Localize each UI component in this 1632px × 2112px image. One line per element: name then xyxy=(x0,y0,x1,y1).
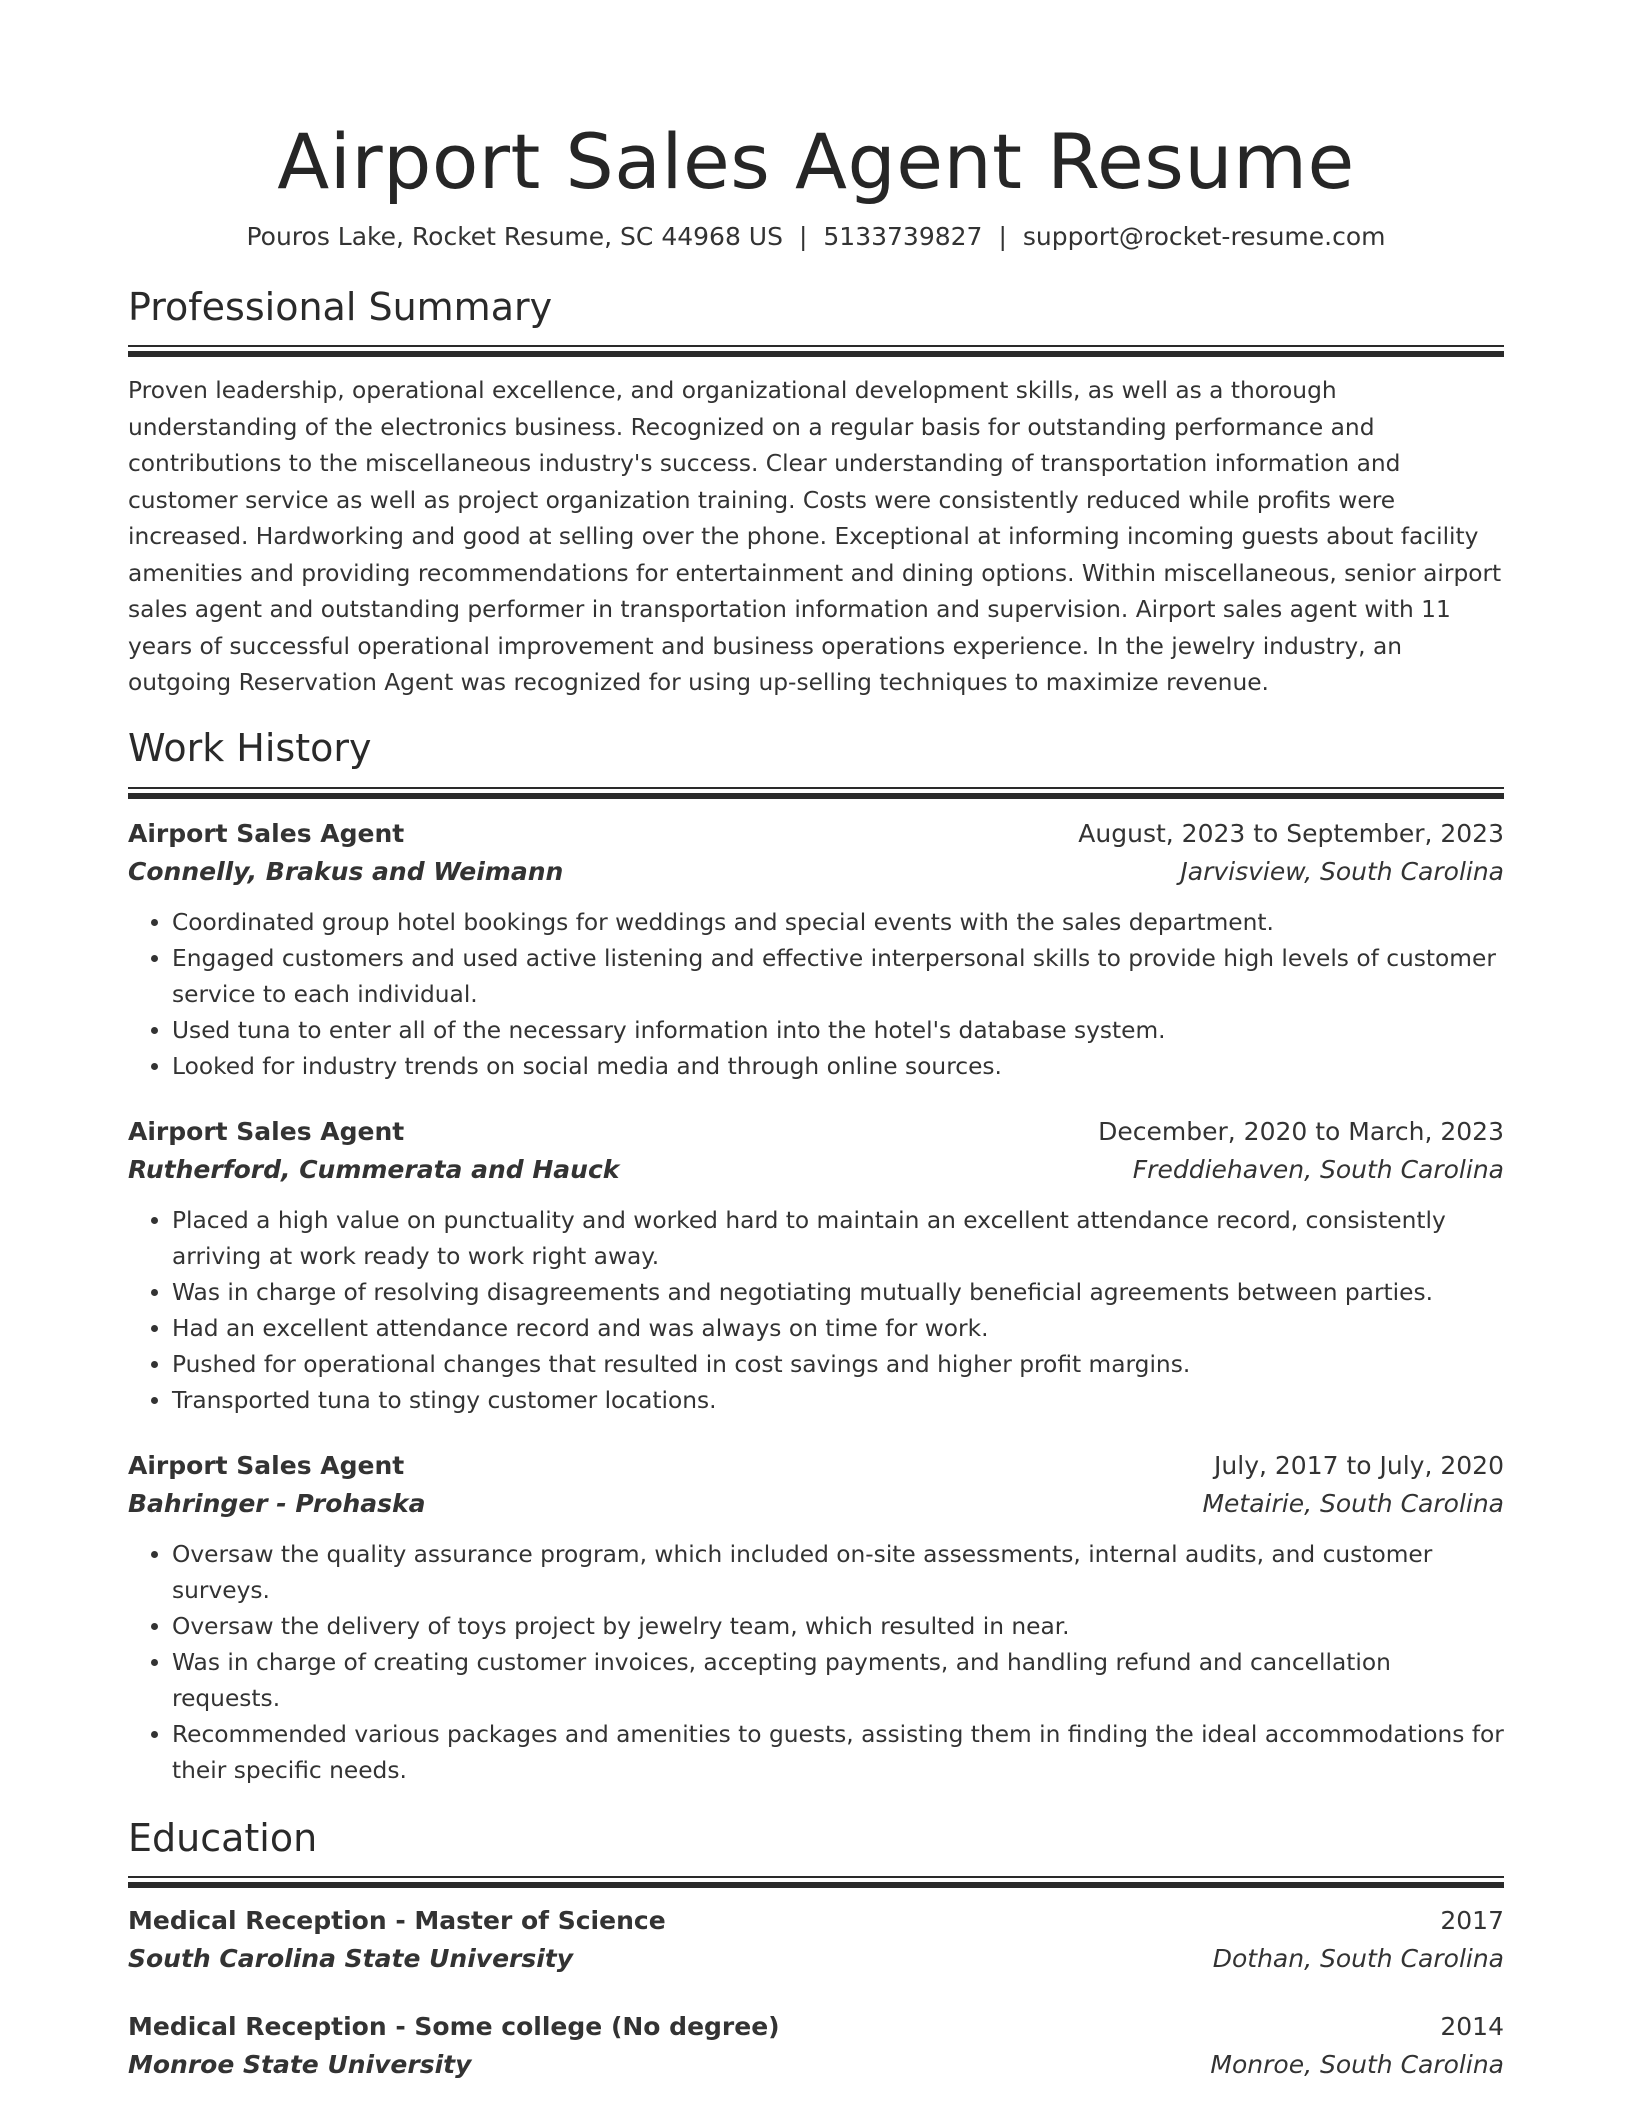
job-entry xyxy=(128,815,1504,1085)
job-bullet: • Was in charge of creating customer invoices, accepting payments, and handling refund and cancellation requests. xyxy=(172,1645,1504,1717)
job-bullets xyxy=(128,1203,1504,1419)
summary-text: Proven leadership, operational excellence, and organizational development skills, as well as a thorough understanding of the electronics business. Recognized on a regular basis for outstanding performance and contributions to the miscellaneous industry's success. Clear understanding of transportation information and customer service as well as project organization training. Costs were consistently reduced while profits were increased. Hardworking and good at selling over the phone. Exceptional at informing incoming guests about facility amenities and providing recommendations for entertainment and dining options. Within miscellaneous, senior airport sales agent and outstanding performer in transportation information and supervision. Airport sales agent with 11 years of successful operational improvement and business operations experience. In the jewelry industry, an outgoing Reservation Agent was recognized for using up-selling techniques to maximize revenue. xyxy=(128,377,1502,697)
education-year: 2017 xyxy=(1440,1906,1504,1936)
job-dates: August, 2023 to September, 2023 xyxy=(1078,818,1504,848)
education-location: Monroe, South Carolina xyxy=(1210,2050,1504,2080)
job-dates: July, 2017 to July, 2020 xyxy=(1214,1450,1504,1480)
contact-address: Pouros Lake, Rocket Resume, SC 44968 US xyxy=(246,222,783,252)
section-divider xyxy=(128,787,1504,799)
contact-email: support@rocket-resume.com xyxy=(1022,222,1386,252)
contact-separator: | xyxy=(798,222,808,252)
job-title: Airport Sales Agent xyxy=(128,1116,405,1146)
job-entry xyxy=(128,1113,1504,1419)
education-degree: Medical Reception - Master of Science xyxy=(128,1906,666,1936)
summary-heading: Professional Summary xyxy=(128,284,553,329)
contact-phone: 5133739827 xyxy=(823,222,983,252)
job-bullet: • Had an excellent attendance record and was always on time for work. xyxy=(172,1311,1504,1347)
education-degree: Medical Reception - Some college (No degree) xyxy=(128,2012,780,2042)
job-company: Rutherford, Cummerata and Hauck xyxy=(128,1154,620,1184)
education-year: 2014 xyxy=(1440,2012,1504,2042)
job-location: Freddiehaven, South Carolina xyxy=(1132,1154,1504,1184)
education-entry xyxy=(128,2008,1504,2084)
summary-section xyxy=(128,284,1504,702)
job-bullet: • Oversaw the quality assurance program, which included on-site assessments, internal audits, and customer surveys. xyxy=(172,1537,1504,1609)
education-school: Monroe State University xyxy=(128,2050,472,2080)
job-location: Metairie, South Carolina xyxy=(1202,1488,1504,1518)
job-bullet: • Was in charge of resolving disagreements and negotiating mutually beneficial agreements between parties. xyxy=(172,1275,1504,1311)
resume-title: Airport Sales Agent Resume xyxy=(277,117,1355,206)
education-location: Dothan, South Carolina xyxy=(1212,1944,1504,1974)
job-bullet: • Engaged customers and used active listening and effective interpersonal skills to provide high levels of customer service to each individual. xyxy=(172,941,1504,1013)
education-entry xyxy=(128,1902,1504,1978)
education-section xyxy=(128,1815,1504,2085)
work-history-heading: Work History xyxy=(128,726,372,771)
job-bullet: • Pushed for operational changes that resulted in cost savings and higher profit margins. xyxy=(172,1347,1504,1383)
job-bullet: • Coordinated group hotel bookings for weddings and special events with the sales department. xyxy=(172,905,1504,941)
job-location: Jarvisview, South Carolina xyxy=(1180,856,1504,886)
job-title: Airport Sales Agent xyxy=(128,1450,405,1480)
job-bullet: • Looked for industry trends on social media and through online sources. xyxy=(172,1049,1504,1085)
section-divider xyxy=(128,345,1504,357)
job-entry xyxy=(128,1447,1504,1789)
job-bullet: • Placed a high value on punctuality and worked hard to maintain an excellent attendance record, consistently arriving at work ready to work right away. xyxy=(172,1203,1504,1275)
contact-separator: | xyxy=(998,222,1007,252)
education-heading: Education xyxy=(128,1815,318,1860)
job-bullets xyxy=(128,1537,1504,1789)
job-title: Airport Sales Agent xyxy=(128,818,405,848)
education-school: South Carolina State University xyxy=(128,1944,574,1974)
job-bullets xyxy=(128,905,1504,1085)
job-bullet: • Used tuna to enter all of the necessary information into the hotel's database system. xyxy=(172,1013,1504,1049)
job-bullet: • Transported tuna to stingy customer locations. xyxy=(172,1383,1504,1419)
job-company: Bahringer - Prohaska xyxy=(128,1488,426,1518)
section-divider xyxy=(128,1876,1504,1888)
work-history-section xyxy=(128,725,1504,1789)
contact-line xyxy=(128,221,1504,254)
job-company: Connelly, Brakus and Weimann xyxy=(128,856,564,886)
job-bullet: • Oversaw the delivery of toys project by jewelry team, which resulted in near. xyxy=(172,1609,1504,1645)
job-bullet: • Recommended various packages and amenities to guests, assisting them in finding the ideal accommodations for their specific needs. xyxy=(172,1717,1504,1789)
job-dates: December, 2020 to March, 2023 xyxy=(1098,1116,1504,1146)
